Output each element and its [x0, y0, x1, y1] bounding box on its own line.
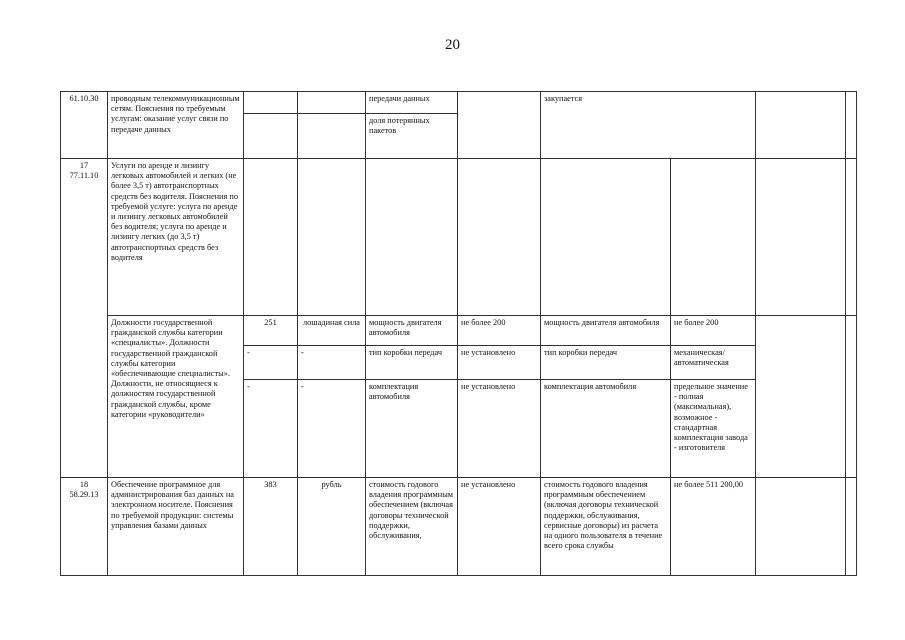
row16-code: 61.10.30	[61, 92, 108, 159]
row17-name: Услуги по аренде и лизингу легковых автомобилей и легких (не более 3,5 т) автотранспортных средств без водителя. Пояснения по требуемой услуге: услуга по аренде и лизингу легковых автомобилей без водителя; услуга по аренде и лизингу легких (до 3,5 т) автотранспортных средств без водителя	[108, 159, 244, 316]
row17-num: 17 77.11.10	[61, 159, 108, 478]
table-row: Должности государственной гражданской службы категории «специалисты». Должности государственной гражданской службы категории «обеспечивающие специалисты». Должности, не относящиеся к должностям государственной гражданской службы, кроме категории «руководители» 251 лошадиная сила мощность двигателя автомобиля не более 200 мощность двигателя автомобиля не более 200	[61, 316, 857, 346]
table-row: - - комплектация автомобиля не установлено комплектация автомобиля предельное значение - полная (максимальная), возможное - стандартная комплектация завода - изготовителя	[61, 380, 857, 478]
row18-num: 18 58.29.13	[61, 478, 108, 576]
table-row	[61, 159, 857, 316]
table-row: 18 58.29.13 Обеспечение программное для администрирования баз данных на электронном носителе. Пояснения по требуемой продукции: системы управления базами данных 383 рубль стоимость годового владения программным обеспечением (включая договоры технической поддержки, обслуживания, не установлено стоимость годового владения программным обеспечением (включая договоры технической поддержки, обслуживания, сервисные договоры) из расчета на одного пользователя в течение всего срока службы не более 511 200,00	[61, 478, 857, 576]
row16-value: закупается	[541, 92, 756, 159]
table-row	[61, 92, 857, 114]
row16-name: проводным телекоммуникационным сетям. Пояснения по требуемым услугам: оказание услуг связи по передаче данных	[108, 92, 244, 159]
table-row: - - тип коробки передач не установлено тип коробки передач механическая/ автоматическая	[61, 346, 857, 380]
page-number: 20	[445, 37, 460, 53]
row18-name: Обеспечение программное для администрирования баз данных на электронном носителе. Пояснения по требуемой продукции: системы управления базами данных	[108, 478, 244, 576]
requirements-table	[60, 91, 857, 576]
row16-char1: передачи данных	[366, 92, 458, 114]
row17-positions: Должности государственной гражданской службы категории «специалисты». Должности государственной гражданской службы категории «обеспечивающие специалисты». Должности, не относящиеся к должностям государственной гражданской службы, кроме категории «руководители»	[108, 316, 244, 478]
row16-char2: доля потерянных пакетов	[366, 114, 458, 159]
